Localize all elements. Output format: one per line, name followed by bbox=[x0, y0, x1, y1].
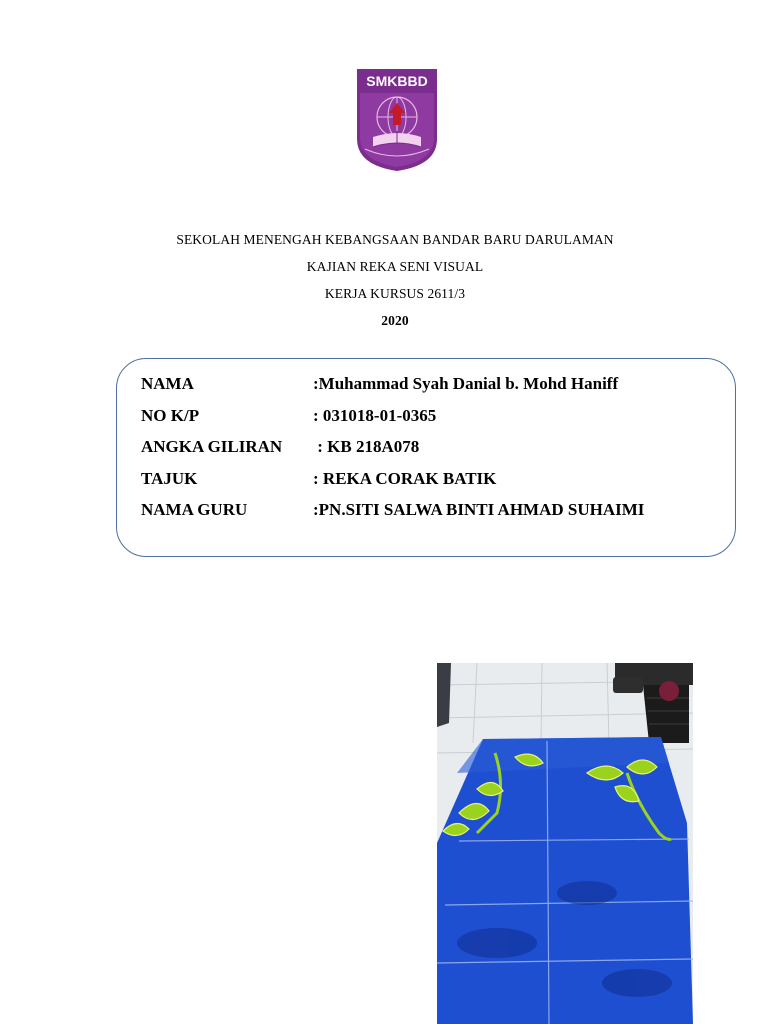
course-title: KAJIAN REKA SENI VISUAL bbox=[306, 259, 484, 274]
info-value: :PN.SITI SALWA BINTI AHMAD SUHAIMI bbox=[313, 500, 645, 519]
info-row-name bbox=[141, 374, 618, 394]
year: 2020 bbox=[381, 313, 409, 328]
school-logo bbox=[357, 69, 437, 171]
info-label: ANGKA GILIRAN bbox=[141, 437, 283, 456]
info-value: : REKA CORAK BATIK bbox=[313, 469, 497, 488]
school-name: SEKOLAH MENENGAH KEBANGSAAN BANDAR BARU DARULAMAN bbox=[176, 232, 614, 247]
info-row-title bbox=[141, 469, 496, 489]
info-value: :Muhammad Syah Danial b. Mohd Haniff bbox=[313, 374, 619, 393]
info-row-teacher bbox=[141, 500, 644, 520]
info-row-index bbox=[141, 437, 419, 457]
school-crest-icon bbox=[357, 69, 437, 171]
info-label: NAMA bbox=[141, 374, 194, 393]
batik-cloth-image bbox=[437, 663, 693, 1024]
coursework-code: KERJA KURSUS 2611/3 bbox=[324, 286, 466, 301]
info-label: TAJUK bbox=[141, 469, 198, 488]
info-value: : 031018-01-0365 bbox=[313, 406, 437, 425]
batik-photo bbox=[437, 663, 693, 1024]
logo-text: SMKBBD bbox=[366, 73, 428, 89]
info-row-ic bbox=[141, 406, 436, 426]
info-value: : KB 218A078 bbox=[313, 437, 420, 456]
info-label: NO K/P bbox=[141, 406, 200, 425]
info-label: NAMA GURU bbox=[141, 500, 248, 519]
